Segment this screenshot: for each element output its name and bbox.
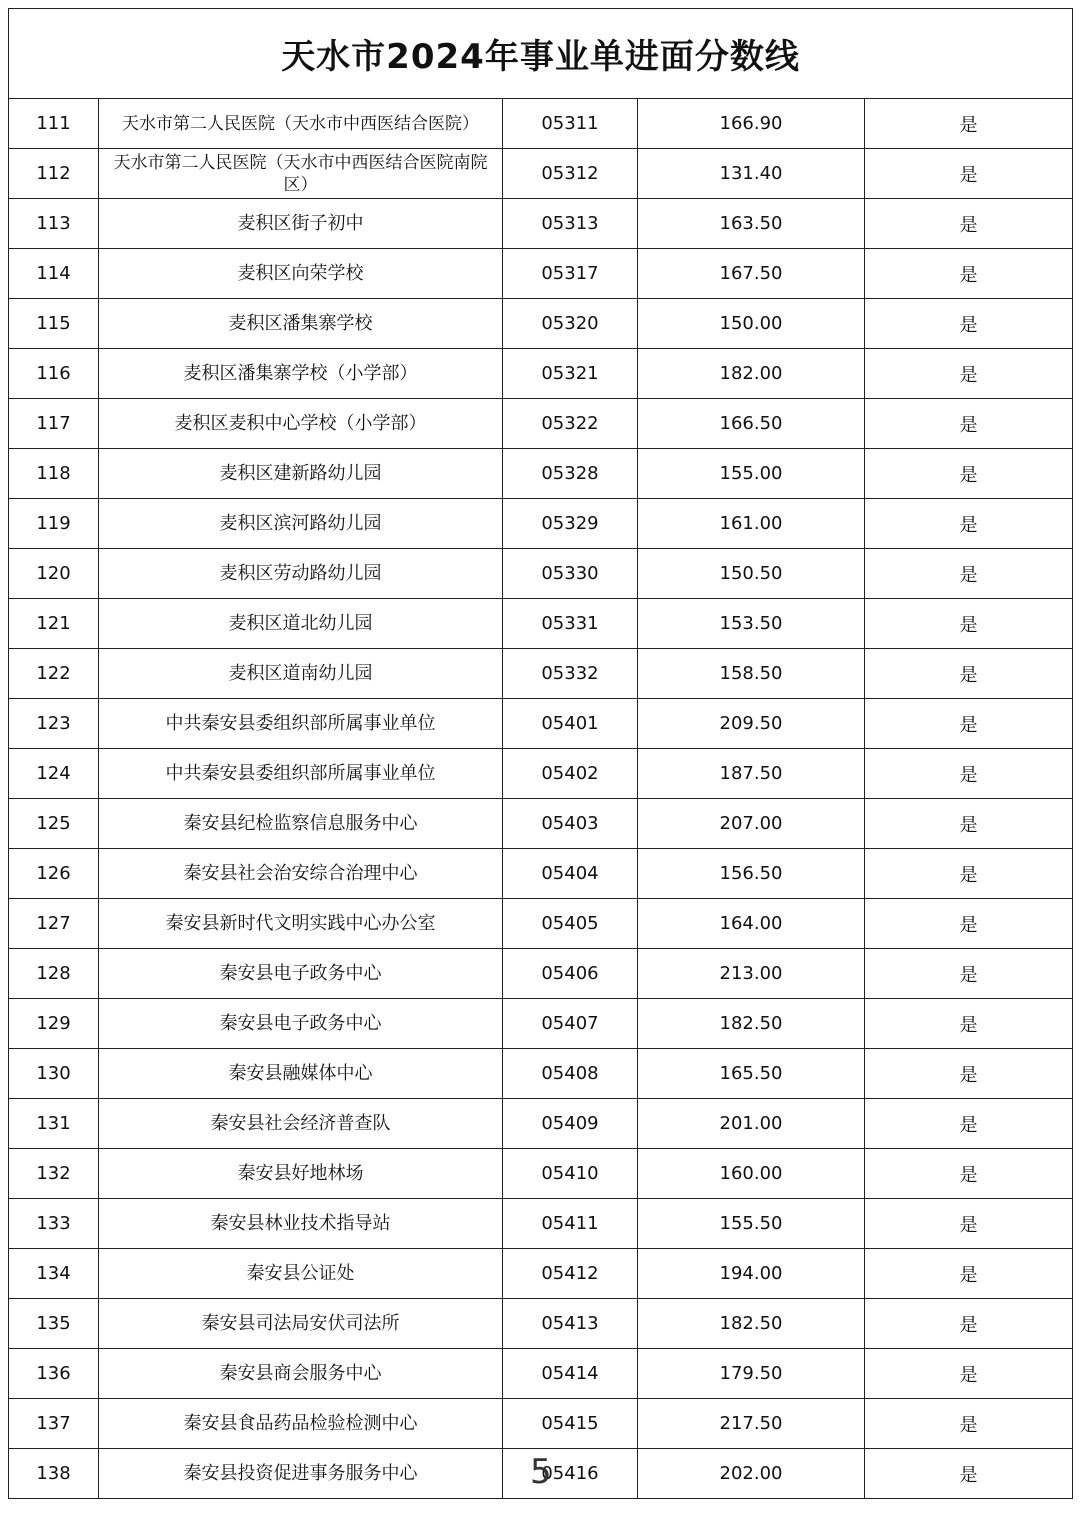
qualified-flag-cell: 是: [865, 449, 1073, 499]
row-number-cell: 136: [9, 1349, 99, 1399]
unit-name-cell: 秦安县公证处: [99, 1249, 503, 1299]
unit-name-cell: 中共秦安县委组织部所属事业单位: [99, 749, 503, 799]
qualified-flag-cell: 是: [865, 1249, 1073, 1299]
score-cell: 209.50: [638, 699, 865, 749]
table-row: [9, 699, 1073, 749]
table-row: [9, 1399, 1073, 1449]
unit-name-cell: 秦安县新时代文明实践中心办公室: [99, 899, 503, 949]
qualified-flag-cell: 是: [865, 549, 1073, 599]
row-number-cell: 128: [9, 949, 99, 999]
position-code-cell: 05414: [503, 1349, 638, 1399]
score-cell: 156.50: [638, 849, 865, 899]
unit-name-cell: 麦积区潘集寨学校（小学部）: [99, 349, 503, 399]
table-row: [9, 749, 1073, 799]
position-code-cell: 05408: [503, 1049, 638, 1099]
qualified-flag-cell: 是: [865, 149, 1073, 199]
position-code-cell: 05405: [503, 899, 638, 949]
table-row: [9, 1099, 1073, 1149]
position-code-cell: 05402: [503, 749, 638, 799]
row-number-cell: 122: [9, 649, 99, 699]
unit-name-cell: 中共秦安县委组织部所属事业单位: [99, 699, 503, 749]
row-number-cell: 127: [9, 899, 99, 949]
table-row: [9, 1299, 1073, 1349]
unit-name-cell: 秦安县食品药品检验检测中心: [99, 1399, 503, 1449]
score-cell: 153.50: [638, 599, 865, 649]
score-cell: 202.00: [638, 1449, 865, 1499]
qualified-flag-cell: 是: [865, 649, 1073, 699]
position-code-cell: 05403: [503, 799, 638, 849]
qualified-flag-cell: 是: [865, 749, 1073, 799]
qualified-flag-cell: 是: [865, 499, 1073, 549]
table-row: [9, 849, 1073, 899]
unit-name-cell: 天水市第二人民医院（天水市中西医结合医院）: [99, 99, 503, 149]
page-title: 天水市2024年事业单进面分数线: [9, 9, 1073, 99]
unit-name-cell: 秦安县社会经济普查队: [99, 1099, 503, 1149]
unit-name-cell: 秦安县电子政务中心: [99, 949, 503, 999]
qualified-flag-cell: 是: [865, 999, 1073, 1049]
score-cell: 201.00: [638, 1099, 865, 1149]
score-cell: 187.50: [638, 749, 865, 799]
qualified-flag-cell: 是: [865, 1449, 1073, 1499]
score-cell: 167.50: [638, 249, 865, 299]
qualified-flag-cell: 是: [865, 99, 1073, 149]
score-cell: 150.00: [638, 299, 865, 349]
score-cell: 131.40: [638, 149, 865, 199]
table-row: [9, 1349, 1073, 1399]
row-number-cell: 135: [9, 1299, 99, 1349]
position-code-cell: 05330: [503, 549, 638, 599]
row-number-cell: 138: [9, 1449, 99, 1499]
row-number-cell: 123: [9, 699, 99, 749]
unit-name-cell: 麦积区滨河路幼儿园: [99, 499, 503, 549]
row-number-cell: 125: [9, 799, 99, 849]
score-cell: 158.50: [638, 649, 865, 699]
position-code-cell: 05412: [503, 1249, 638, 1299]
table-row: [9, 99, 1073, 149]
position-code-cell: 05409: [503, 1099, 638, 1149]
position-code-cell: 05321: [503, 349, 638, 399]
qualified-flag-cell: 是: [865, 849, 1073, 899]
table-row: [9, 349, 1073, 399]
position-code-cell: 05328: [503, 449, 638, 499]
unit-name-cell: 麦积区道北幼儿园: [99, 599, 503, 649]
qualified-flag-cell: 是: [865, 1049, 1073, 1099]
row-number-cell: 118: [9, 449, 99, 499]
title-row: [9, 9, 1073, 99]
row-number-cell: 113: [9, 199, 99, 249]
qualified-flag-cell: 是: [865, 1299, 1073, 1349]
row-number-cell: 137: [9, 1399, 99, 1449]
table-row: [9, 299, 1073, 349]
table-row: [9, 449, 1073, 499]
score-cell: 165.50: [638, 1049, 865, 1099]
position-code-cell: 05411: [503, 1199, 638, 1249]
position-code-cell: 05401: [503, 699, 638, 749]
qualified-flag-cell: 是: [865, 349, 1073, 399]
unit-name-cell: 秦安县电子政务中心: [99, 999, 503, 1049]
unit-name-cell: 麦积区向荣学校: [99, 249, 503, 299]
position-code-cell: 05406: [503, 949, 638, 999]
unit-name-cell: 秦安县商会服务中心: [99, 1349, 503, 1399]
score-cell: 164.00: [638, 899, 865, 949]
unit-name-cell: 秦安县纪检监察信息服务中心: [99, 799, 503, 849]
position-code-cell: 05320: [503, 299, 638, 349]
position-code-cell: 05317: [503, 249, 638, 299]
table-row: [9, 199, 1073, 249]
score-cell: 155.50: [638, 1199, 865, 1249]
score-cell: 207.00: [638, 799, 865, 849]
row-number-cell: 129: [9, 999, 99, 1049]
score-table: [8, 8, 1073, 1499]
table-row: [9, 249, 1073, 299]
position-code-cell: 05311: [503, 99, 638, 149]
score-cell: 166.50: [638, 399, 865, 449]
row-number-cell: 117: [9, 399, 99, 449]
score-cell: 213.00: [638, 949, 865, 999]
row-number-cell: 133: [9, 1199, 99, 1249]
qualified-flag-cell: 是: [865, 599, 1073, 649]
score-cell: 182.50: [638, 1299, 865, 1349]
position-code-cell: 05415: [503, 1399, 638, 1449]
unit-name-cell: 秦安县社会治安综合治理中心: [99, 849, 503, 899]
score-cell: 150.50: [638, 549, 865, 599]
score-cell: 166.90: [638, 99, 865, 149]
row-number-cell: 120: [9, 549, 99, 599]
unit-name-cell: 麦积区潘集寨学校: [99, 299, 503, 349]
row-number-cell: 126: [9, 849, 99, 899]
score-cell: 182.00: [638, 349, 865, 399]
unit-name-cell: 秦安县融媒体中心: [99, 1049, 503, 1099]
score-table-sheet: [8, 8, 1072, 1508]
unit-name-cell: 天水市第二人民医院（天水市中西医结合医院南院区）: [99, 149, 503, 199]
position-code-cell: 05331: [503, 599, 638, 649]
row-number-cell: 124: [9, 749, 99, 799]
position-code-cell: 05332: [503, 649, 638, 699]
table-row: [9, 549, 1073, 599]
unit-name-cell: 麦积区建新路幼儿园: [99, 449, 503, 499]
score-table-body: [9, 9, 1073, 1499]
score-cell: 194.00: [638, 1249, 865, 1299]
position-code-cell: 05410: [503, 1149, 638, 1199]
score-cell: 179.50: [638, 1349, 865, 1399]
position-code-cell: 05404: [503, 849, 638, 899]
unit-name-cell: 秦安县投资促进事务服务中心: [99, 1449, 503, 1499]
table-row: [9, 499, 1073, 549]
position-code-cell: 05322: [503, 399, 638, 449]
table-row: [9, 1249, 1073, 1299]
row-number-cell: 132: [9, 1149, 99, 1199]
qualified-flag-cell: 是: [865, 199, 1073, 249]
score-cell: 160.00: [638, 1149, 865, 1199]
unit-name-cell: 麦积区麦积中心学校（小学部）: [99, 399, 503, 449]
table-row: [9, 649, 1073, 699]
row-number-cell: 115: [9, 299, 99, 349]
unit-name-cell: 麦积区劳动路幼儿园: [99, 549, 503, 599]
unit-name-cell: 秦安县林业技术指导站: [99, 1199, 503, 1249]
position-code-cell: 05416: [503, 1449, 638, 1499]
qualified-flag-cell: 是: [865, 1149, 1073, 1199]
qualified-flag-cell: 是: [865, 399, 1073, 449]
qualified-flag-cell: 是: [865, 1349, 1073, 1399]
position-code-cell: 05313: [503, 199, 638, 249]
unit-name-cell: 秦安县好地林场: [99, 1149, 503, 1199]
table-row: [9, 149, 1073, 199]
table-row: [9, 1199, 1073, 1249]
qualified-flag-cell: 是: [865, 299, 1073, 349]
page-number: 5: [530, 1452, 552, 1492]
position-code-cell: 05329: [503, 499, 638, 549]
score-cell: 182.50: [638, 999, 865, 1049]
position-code-cell: 05413: [503, 1299, 638, 1349]
qualified-flag-cell: 是: [865, 899, 1073, 949]
table-row: [9, 399, 1073, 449]
qualified-flag-cell: 是: [865, 949, 1073, 999]
table-row: [9, 1149, 1073, 1199]
row-number-cell: 114: [9, 249, 99, 299]
table-row: [9, 899, 1073, 949]
qualified-flag-cell: 是: [865, 1399, 1073, 1449]
qualified-flag-cell: 是: [865, 699, 1073, 749]
position-code-cell: 05407: [503, 999, 638, 1049]
row-number-cell: 131: [9, 1099, 99, 1149]
row-number-cell: 121: [9, 599, 99, 649]
score-cell: 155.00: [638, 449, 865, 499]
row-number-cell: 130: [9, 1049, 99, 1099]
score-cell: 217.50: [638, 1399, 865, 1449]
qualified-flag-cell: 是: [865, 249, 1073, 299]
table-row: [9, 799, 1073, 849]
unit-name-cell: 秦安县司法局安伏司法所: [99, 1299, 503, 1349]
row-number-cell: 134: [9, 1249, 99, 1299]
qualified-flag-cell: 是: [865, 1199, 1073, 1249]
qualified-flag-cell: 是: [865, 799, 1073, 849]
unit-name-cell: 麦积区道南幼儿园: [99, 649, 503, 699]
unit-name-cell: 麦积区街子初中: [99, 199, 503, 249]
score-cell: 163.50: [638, 199, 865, 249]
table-row: [9, 1049, 1073, 1099]
table-row: [9, 599, 1073, 649]
row-number-cell: 112: [9, 149, 99, 199]
position-code-cell: 05312: [503, 149, 638, 199]
table-row: [9, 949, 1073, 999]
row-number-cell: 119: [9, 499, 99, 549]
qualified-flag-cell: 是: [865, 1099, 1073, 1149]
score-cell: 161.00: [638, 499, 865, 549]
row-number-cell: 116: [9, 349, 99, 399]
table-row: [9, 999, 1073, 1049]
row-number-cell: 111: [9, 99, 99, 149]
